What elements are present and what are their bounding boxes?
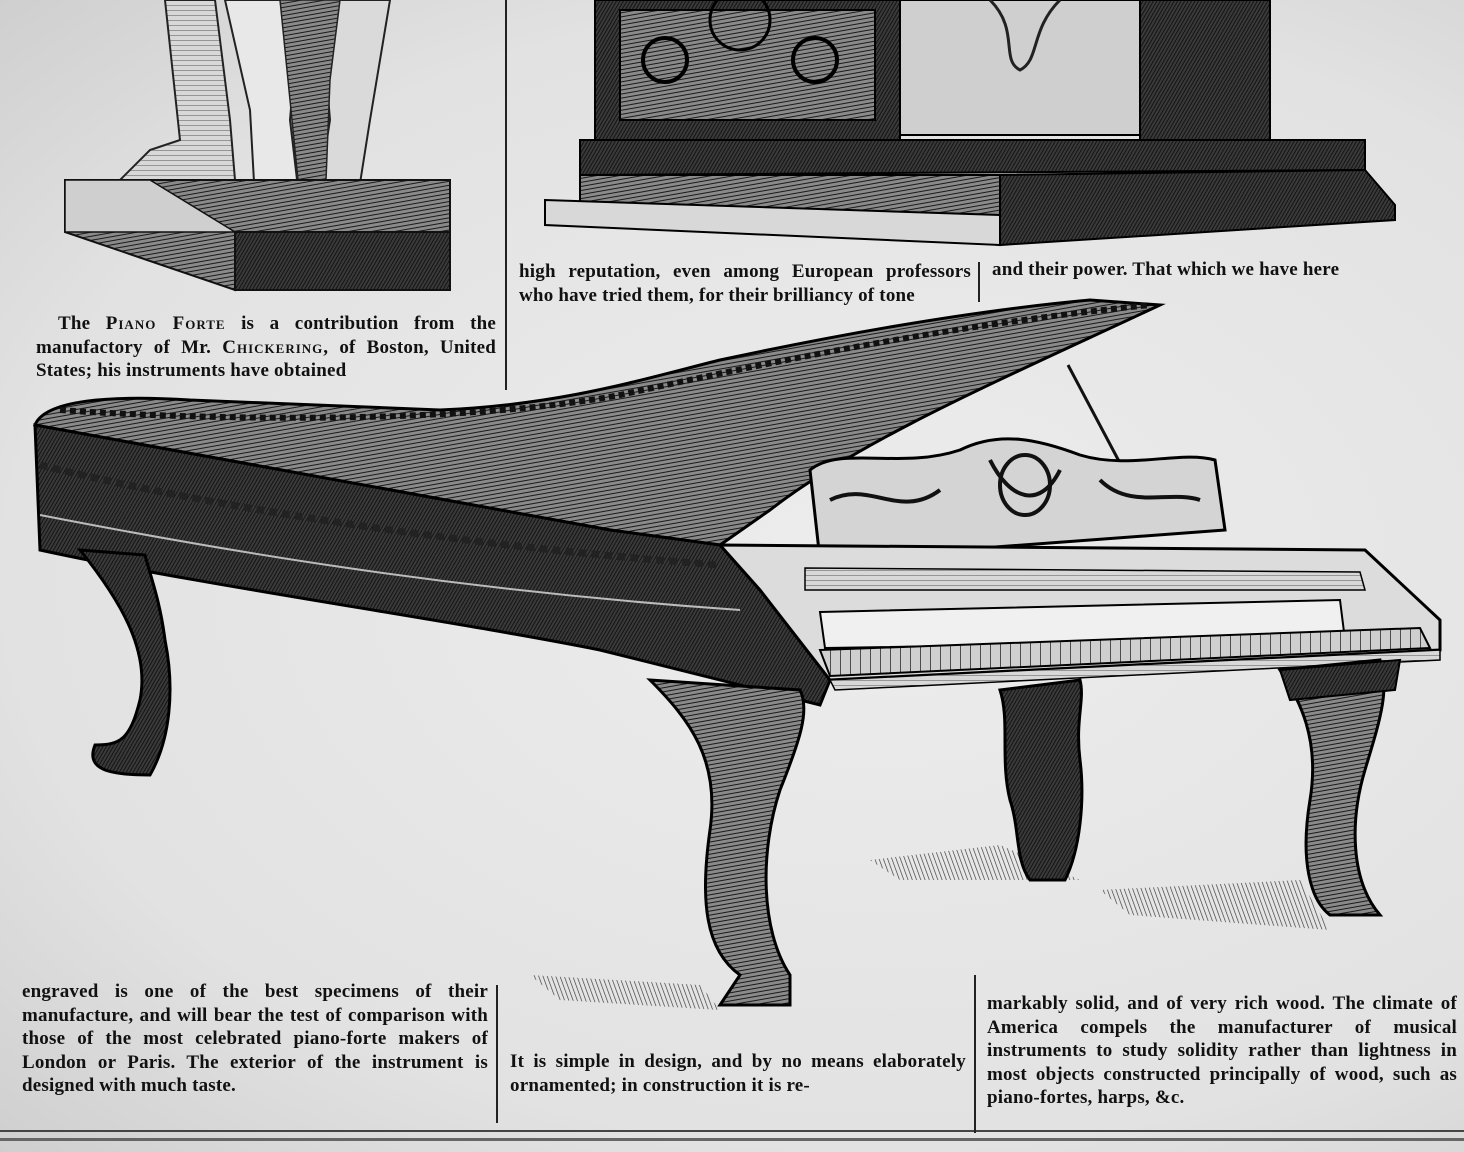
piano-engraving [35,300,1440,1010]
column-rule-bottom-2 [974,975,976,1133]
statue-engraving [65,0,450,290]
column-rule-top-2 [978,262,980,302]
bottom-left-text [22,980,488,1098]
caption-term-chickering: Chickering [222,336,324,358]
bottom-middle-text [510,1050,966,1097]
top-right-paragraph: and their power. That which we have here [992,259,1340,280]
bottom-right-text [987,992,1457,1110]
bottom-right-paragraph: markably solid, and of very rich wood. The climate of America compels the manufacturer of musical instruments to study solidity rather than lightness in most objects constructed principally of wood, such as piano-fortes, harps, &c. [987,993,1457,1108]
caption-post: , of Boston, United States; his instruments have obtained [36,336,497,381]
caption-pre: The [58,313,106,334]
column-rule-bottom-1 [496,985,498,1123]
cabinet-engraving [545,0,1395,245]
top-right-text [992,258,1462,282]
top-middle-paragraph: high reputation, even among European professors who have tried them, for their brilliancy of tone [519,261,971,306]
bottom-middle-paragraph: It is simple in design, and by no means elaborately ornamented; in construction it is re- [510,1051,966,1096]
bottom-left-paragraph: engraved is one of the best specimens of their manufacture, and will bear the test of comparison with those of the most celebrated piano-forte makers of London or Paris. The exterior of the instrument is designed with much taste. [22,981,488,1096]
column-rule-top-1 [505,0,507,390]
caption-mid: is a contribution from the manufactory of Mr. [36,313,496,358]
top-left-caption [36,312,496,383]
top-middle-text [519,260,971,307]
caption-term-piano-forte: Piano Forte [105,313,226,334]
